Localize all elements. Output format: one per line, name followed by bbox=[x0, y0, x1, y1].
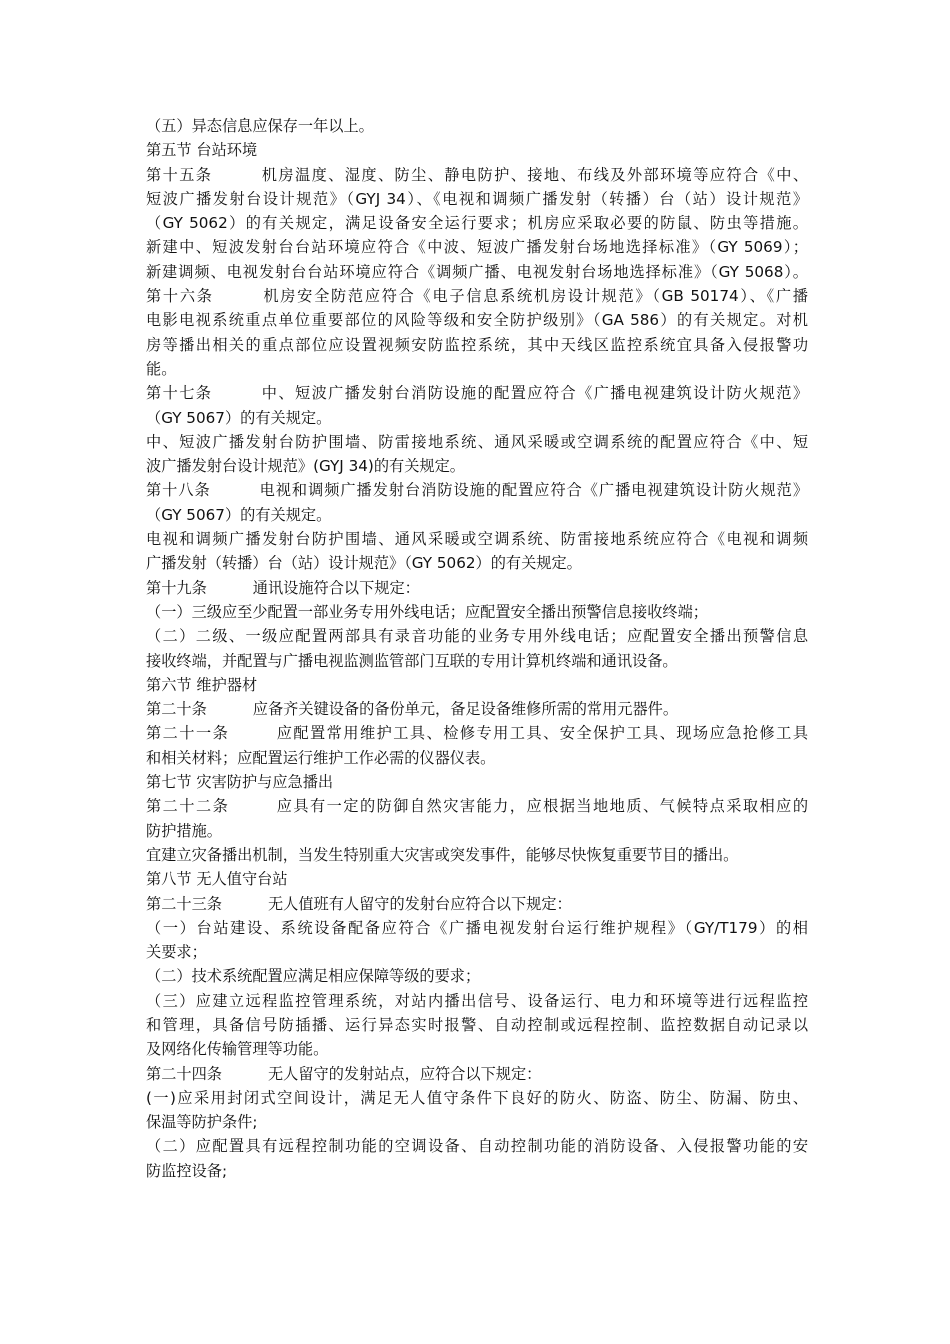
line-text: 应配置常用维护工具、检修专用工具、安全保护工具、现场应急抢修工具 bbox=[275, 724, 809, 743]
line-text: 机房温度、湿度、防尘、静电防护、接地、布线及外部环境等应符合《中、 bbox=[260, 165, 809, 184]
line-text: 短波广播发射台设计规范》（GYJ 34）、《电视和调频广播发射（转播）台（站）设计规范》 bbox=[146, 189, 808, 208]
article-number: 第十七条 bbox=[146, 384, 213, 403]
line-text: （二）技术系统配置应满足相应保障等级的要求； bbox=[146, 967, 481, 986]
line-text: （三）应建立远程监控管理系统，对站内播出信号、设备运行、电力和环境等进行远程监控 bbox=[146, 991, 808, 1010]
line-text: （二）二级、一级应配置两部具有录音功能的业务专用外线电话；应配置安全播出预警信息 bbox=[146, 627, 808, 646]
line-text: 机房安全防范应符合《电子信息系统机房设计规范》（GB 50174）、《广播 bbox=[261, 287, 808, 306]
text-line bbox=[146, 454, 808, 478]
line-text: （五）异态信息应保存一年以上。 bbox=[146, 117, 374, 135]
line-text: （GY 5062）的有关规定，满足设备安全运行要求；机房应采取必要的防鼠、防虫等措施。 bbox=[146, 214, 808, 233]
text-line bbox=[146, 406, 808, 430]
text-line bbox=[146, 916, 808, 940]
line-text: 通讯设施符合以下规定： bbox=[252, 578, 420, 597]
article-number: 第二十一条 bbox=[146, 724, 230, 743]
line-text: 关要求； bbox=[146, 943, 207, 962]
article-number: 第二十条 bbox=[146, 700, 207, 719]
text-line bbox=[146, 187, 808, 211]
line-text: 第八节 无人值守台站 bbox=[146, 870, 288, 889]
text-line bbox=[146, 333, 808, 357]
line-text: 电影电视系统重点单位重要部位的风险等级和安全防护级别》（GA 586）的有关规定。对机 bbox=[146, 311, 808, 330]
text-line bbox=[146, 940, 808, 964]
line-text: 无人值班有人留守的发射台应符合以下规定： bbox=[267, 894, 572, 913]
article-line bbox=[146, 721, 808, 745]
text-line bbox=[146, 989, 808, 1013]
text-line bbox=[146, 1086, 808, 1110]
text-line bbox=[146, 138, 808, 162]
text-line bbox=[146, 308, 808, 332]
article-number: 第二十四条 bbox=[146, 1064, 222, 1083]
line-text: 新建中、短波发射台台站环境应符合《中波、短波广播发射台场地选择标准》（GY 5069）； bbox=[146, 238, 808, 257]
article-line bbox=[146, 381, 808, 405]
text-line bbox=[146, 1159, 808, 1183]
text-line bbox=[146, 843, 808, 867]
line-text: （一）三级应至少配置一部业务专用外线电话；应配置安全播出预警信息接收终端； bbox=[146, 602, 708, 621]
line-text: 和相关材料；应配置运行维护工作必需的仪器仪表。 bbox=[146, 748, 496, 767]
line-text: 中、短波广播发射台防护围墙、防雷接地系统、通风采暖或空调系统的配置应符合《中、短 bbox=[146, 432, 808, 451]
article-line bbox=[146, 1062, 808, 1086]
text-line bbox=[146, 235, 808, 259]
text-line bbox=[146, 527, 808, 551]
text-line bbox=[146, 867, 808, 891]
text-line bbox=[146, 746, 808, 770]
text-line bbox=[146, 430, 808, 454]
text-line bbox=[146, 964, 808, 988]
line-text: 中、短波广播发射台消防设施的配置应符合《广播电视建筑设计防火规范》 bbox=[260, 384, 809, 403]
text-line bbox=[146, 649, 808, 673]
line-text: 第五节 台站环境 bbox=[146, 141, 258, 160]
line-text: （GY 5067）的有关规定。 bbox=[146, 408, 332, 427]
article-number: 第二十二条 bbox=[146, 797, 230, 816]
article-line bbox=[146, 284, 808, 308]
line-text: 及网络化传输管理等功能。 bbox=[146, 1040, 329, 1059]
text-line bbox=[146, 114, 808, 138]
text-line bbox=[146, 551, 808, 575]
article-line bbox=[146, 163, 808, 187]
line-text: 广播发射（转播）台（站）设计规范》（GY 5062）的有关规定。 bbox=[146, 554, 582, 573]
line-text: 宜建立灾备播出机制，当发生特别重大灾害或突发事件，能够尽快恢复重要节目的播出。 bbox=[146, 845, 739, 864]
line-text: 接收终端，并配置与广播电视监测监管部门互联的专用计算机终端和通讯设备。 bbox=[146, 651, 678, 670]
article-number: 第十九条 bbox=[146, 578, 207, 597]
line-text: 第七节 灾害防护与应急播出 bbox=[146, 773, 334, 792]
line-text: 波广播发射台设计规范》(GYJ 34)的有关规定。 bbox=[146, 457, 465, 476]
article-number: 第十五条 bbox=[146, 165, 213, 184]
text-line bbox=[146, 1110, 808, 1134]
text-line bbox=[146, 1037, 808, 1061]
document-page bbox=[146, 114, 808, 1183]
line-text: 防护措施。 bbox=[146, 821, 222, 840]
text-line bbox=[146, 770, 808, 794]
text-line bbox=[146, 624, 808, 648]
article-line bbox=[146, 794, 808, 818]
text-line bbox=[146, 1013, 808, 1037]
line-text: 无人留守的发射站点，应符合以下规定： bbox=[267, 1064, 542, 1083]
article-number: 第十八条 bbox=[146, 481, 211, 500]
text-line bbox=[146, 673, 808, 697]
article-line bbox=[146, 697, 808, 721]
line-text: 能。 bbox=[146, 359, 177, 378]
line-text: 应具有一定的防御自然灾害能力，应根据当地地质、气候特点采取相应的 bbox=[275, 797, 809, 816]
line-text: （一）台站建设、系统设备配备应符合《广播电视发射台运行维护规程》（GY/T179）的相 bbox=[146, 918, 808, 937]
line-text: （GY 5067）的有关规定。 bbox=[146, 505, 332, 524]
text-line bbox=[146, 211, 808, 235]
text-line bbox=[146, 357, 808, 381]
article-line bbox=[146, 892, 808, 916]
line-text: 保温等防护条件; bbox=[146, 1113, 258, 1132]
article-line bbox=[146, 576, 808, 600]
line-text: （二）应配置具有远程控制功能的空调设备、自动控制功能的消防设备、入侵报警功能的安 bbox=[146, 1137, 808, 1156]
line-text: 房等播出相关的重点部位应设置视频安防监控系统，其中天线区监控系统宜具备入侵报警功 bbox=[146, 335, 808, 354]
text-line bbox=[146, 1134, 808, 1158]
article-line bbox=[146, 478, 808, 502]
article-number: 第二十三条 bbox=[146, 894, 222, 913]
line-text: 和管理，具备信号防插播、运行异态实时报警、自动控制或远程控制、监控数据自动记录以 bbox=[146, 1015, 808, 1034]
line-text: 应备齐关键设备的备份单元，备足设备维修所需的常用元器件。 bbox=[252, 700, 678, 719]
line-text: 新建调频、电视发射台台站环境应符合《调频广播、电视发射台场地选择标准》（GY 5068）。 bbox=[146, 262, 808, 281]
line-text: 电视和调频广播发射台消防设施的配置应符合《广播电视建筑设计防火规范》 bbox=[258, 481, 809, 500]
line-text: 电视和调频广播发射台防护围墙、通风采暖或空调系统、防雷接地系统应符合《电视和调频 bbox=[146, 530, 808, 549]
text-line bbox=[146, 503, 808, 527]
article-number: 第十六条 bbox=[146, 287, 214, 306]
line-text: 第六节 维护器材 bbox=[146, 675, 258, 694]
text-line bbox=[146, 260, 808, 284]
line-text: 防监控设备; bbox=[146, 1161, 228, 1180]
text-line bbox=[146, 600, 808, 624]
line-text: (一)应采用封闭式空间设计，满足无人值守条件下良好的防火、防盗、防尘、防漏、防虫、 bbox=[146, 1088, 808, 1107]
text-line bbox=[146, 819, 808, 843]
